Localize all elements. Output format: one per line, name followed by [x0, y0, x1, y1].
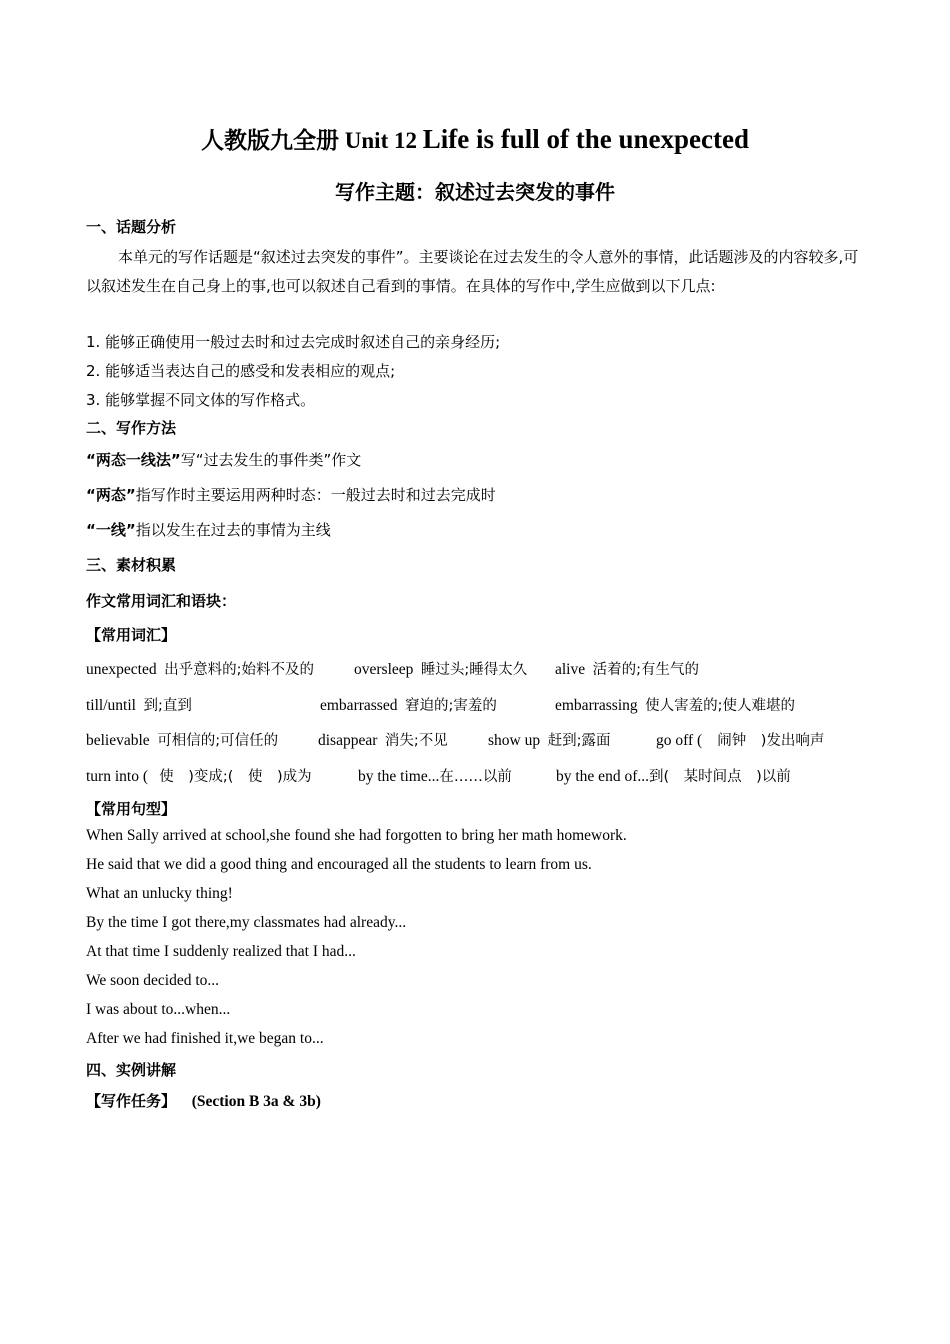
vocab-meaning: 闹钟 )发出响声: [717, 733, 825, 749]
document-title: [0, 122, 950, 155]
vocab-meaning: 使人害羞的;使人难堪的: [645, 698, 796, 714]
vocab-meaning: 到;直到: [143, 698, 192, 714]
method-line-2: [86, 484, 496, 505]
method-line-1: [86, 449, 361, 470]
method-line-3: [86, 519, 331, 540]
sentence-heading: 【常用句型】: [86, 800, 177, 818]
vocab-meaning: 窘迫的;害羞的: [404, 698, 497, 714]
sentence-pattern: He said that we did a good thing and encouraged all the students to learn from us.: [86, 856, 592, 873]
title-main: Life is full of the unexpected: [422, 124, 749, 154]
vocab-meaning: 赶到;露面: [547, 733, 611, 749]
method-desc: 指以发生在过去的事情为主线: [135, 521, 331, 539]
sentence-pattern: We soon decided to...: [86, 972, 220, 989]
vocab-word: by the time...: [358, 768, 440, 785]
section1-paragraph: 本单元的写作话题是“叙述过去突发的事件”。主要谈论在过去发生的令人意外的事情，此话题涉及的内容较多,可以叙述发生在自己身上的事,也可以叙述自己看到的事情。在具体的写作中,学生应做到以下几点:: [86, 248, 859, 295]
vocab-word: go off (: [656, 732, 703, 749]
point-1: 1. 能够正确使用一般过去时和过去完成时叙述自己的亲身经历;: [86, 333, 501, 351]
vocab-word: embarrassing: [555, 697, 638, 714]
section3-subheading: 作文常用词汇和语块：: [86, 592, 237, 610]
vocab-word: till/until: [86, 697, 136, 714]
point-3: 3. 能够掌握不同文体的写作格式。: [86, 391, 316, 409]
section2-heading: 二、写作方法: [86, 419, 177, 437]
vocab-meaning: 在……以前: [439, 769, 512, 785]
section3-heading: 三、素材积累: [86, 556, 177, 574]
section4-heading: 四、实例讲解: [86, 1061, 177, 1079]
vocab-word: embarrassed: [320, 697, 398, 714]
sentence-pattern: When Sally arrived at school,she found she had forgotten to bring her math homework.: [86, 827, 627, 844]
point-2: 2. 能够适当表达自己的感受和发表相应的观点;: [86, 362, 396, 380]
method-desc: 指写作时主要运用两种时态：一般过去时和过去完成时: [135, 486, 496, 504]
task-reference: (Section B 3a & 3b): [191, 1093, 321, 1110]
vocab-item: [555, 658, 699, 679]
vocab-item: [86, 729, 278, 750]
vocab-item: [656, 729, 824, 750]
section1-heading: 一、话题分析: [86, 218, 177, 236]
vocab-item: [320, 694, 497, 715]
sentence-pattern: What an unlucky thing!: [86, 885, 233, 902]
vocab-word: believable: [86, 732, 150, 749]
vocab-item: [488, 729, 611, 750]
vocab-item: [86, 658, 314, 679]
method-term: “一线”: [86, 521, 136, 539]
vocab-word: turn into (: [86, 768, 148, 785]
sentence-pattern: I was about to...when...: [86, 1001, 231, 1018]
document-subtitle: 写作主题：叙述过去突发的事件: [335, 180, 615, 204]
vocab-word: disappear: [318, 732, 378, 749]
vocab-word: show up: [488, 732, 541, 749]
vocab-heading: 【常用词汇】: [86, 626, 177, 644]
vocab-item: [358, 765, 512, 786]
vocab-meaning: 睡过头;睡得太久: [420, 662, 528, 678]
vocab-item: [86, 694, 192, 715]
vocab-word: unexpected: [86, 661, 157, 678]
vocab-word: by the end of...: [556, 768, 649, 785]
vocab-meaning: 使 )变成;( 使 )成为: [159, 769, 312, 785]
method-term: “两态”: [86, 486, 136, 504]
vocab-item: [354, 658, 527, 679]
vocab-item: [86, 765, 312, 786]
vocab-item: [556, 765, 791, 786]
vocab-meaning: 到( 某时间点 )以前: [648, 769, 791, 785]
method-term: “两态一线法”: [86, 451, 181, 469]
title-prefix: 人教版九全册 Unit 12: [201, 128, 423, 153]
vocab-word: alive: [555, 661, 586, 678]
vocab-meaning: 可相信的;可信任的: [157, 733, 279, 749]
vocab-meaning: 出乎意料的;始料不及的: [164, 662, 314, 678]
vocab-item: [555, 694, 795, 715]
task-label: 【写作任务】: [86, 1092, 177, 1110]
writing-task: [86, 1090, 321, 1111]
sentence-pattern: By the time I got there,my classmates had already...: [86, 914, 407, 931]
vocab-meaning: 活着的;有生气的: [592, 662, 700, 678]
vocab-item: [318, 729, 448, 750]
vocab-word: oversleep: [354, 661, 414, 678]
sentence-pattern: After we had finished it,we began to...: [86, 1030, 324, 1047]
sentence-pattern: At that time I suddenly realized that I had...: [86, 943, 356, 960]
method-desc: 写“过去发生的事件类”作文: [180, 451, 362, 469]
vocab-meaning: 消失;不见: [384, 733, 448, 749]
